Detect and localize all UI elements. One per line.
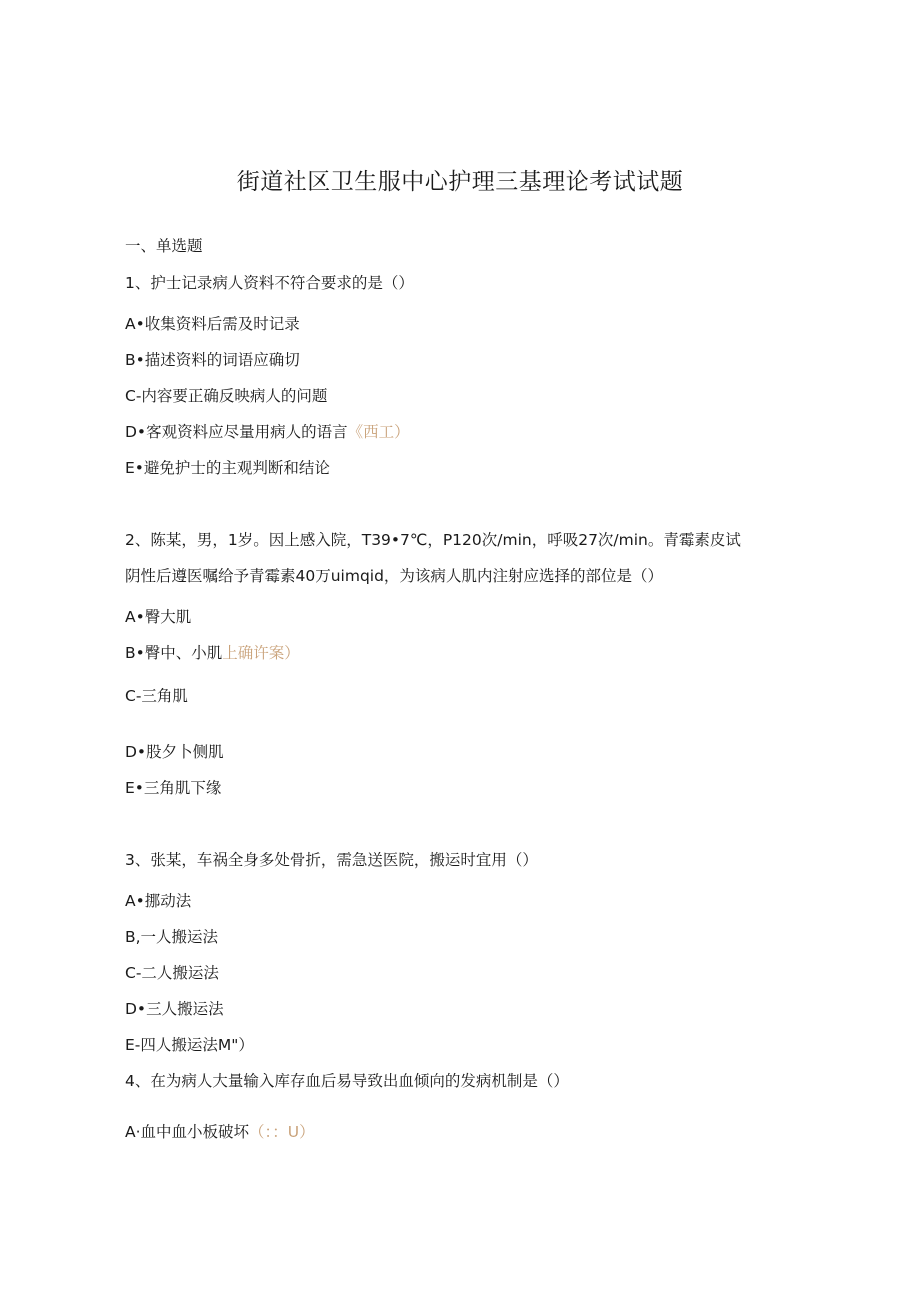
q1-option-e: E•避免护士的主观判断和结论 — [125, 459, 330, 477]
q2-option-a: A•臀大肌 — [125, 608, 192, 626]
q1-option-b: B•描述资料的词语应确切 — [125, 351, 300, 369]
question-1-stem: 1、护士记录病人资料不符合要求的是（） — [125, 274, 414, 292]
q1-option-a: A•收集资料后需及时记录 — [125, 315, 300, 333]
q2-option-e: E•三角肌下缘 — [125, 779, 222, 797]
question-4-stem: 4、在为病人大量输入库存血后易导致出血倾向的发病机制是（） — [125, 1072, 569, 1090]
q3-option-c: C-二人搬运法 — [125, 964, 219, 982]
q4-option-a: A·血中血小板破坏（：：U） — [125, 1123, 315, 1141]
q3-option-a: A•挪动法 — [125, 892, 192, 910]
q2-option-c: C-三角肌 — [125, 687, 188, 705]
answer-note: （：：U） — [249, 1123, 315, 1141]
q1-option-d: D•客观资料应尽量用病人的语言《西工） — [125, 423, 410, 441]
answer-note: 《西工） — [347, 423, 410, 441]
question-2-stem: 2、陈某，男，1岁。因上感入院，T39•7℃，P120次/min，呼吸27次/min。青霉素皮试 — [125, 531, 741, 549]
page-title: 街道社区卫生服中心护理三基理论考试试题 — [236, 169, 684, 195]
q3-option-b: B,一人搬运法 — [125, 928, 219, 946]
q2-option-b: B•臀中、小肌上确许案） — [125, 644, 300, 662]
q3-option-d: D•三人搬运法 — [125, 1000, 224, 1018]
q2-option-d: D•股夕卜侧肌 — [125, 743, 224, 761]
question-2-stem-continued: 阴性后遵医嘱给予青霉素40万uimqid，为该病人肌内注射应选择的部位是（） — [125, 567, 663, 585]
section-heading: 一、单选题 — [125, 237, 203, 255]
q1-option-c: C-内容要正确反映病人的问题 — [125, 387, 328, 405]
q3-option-e: E-四人搬运法M"） — [125, 1036, 254, 1054]
answer-note: 上确许案） — [222, 644, 300, 662]
question-3-stem: 3、张某，车祸全身多处骨折，需急送医院，搬运时宜用（） — [125, 851, 538, 869]
